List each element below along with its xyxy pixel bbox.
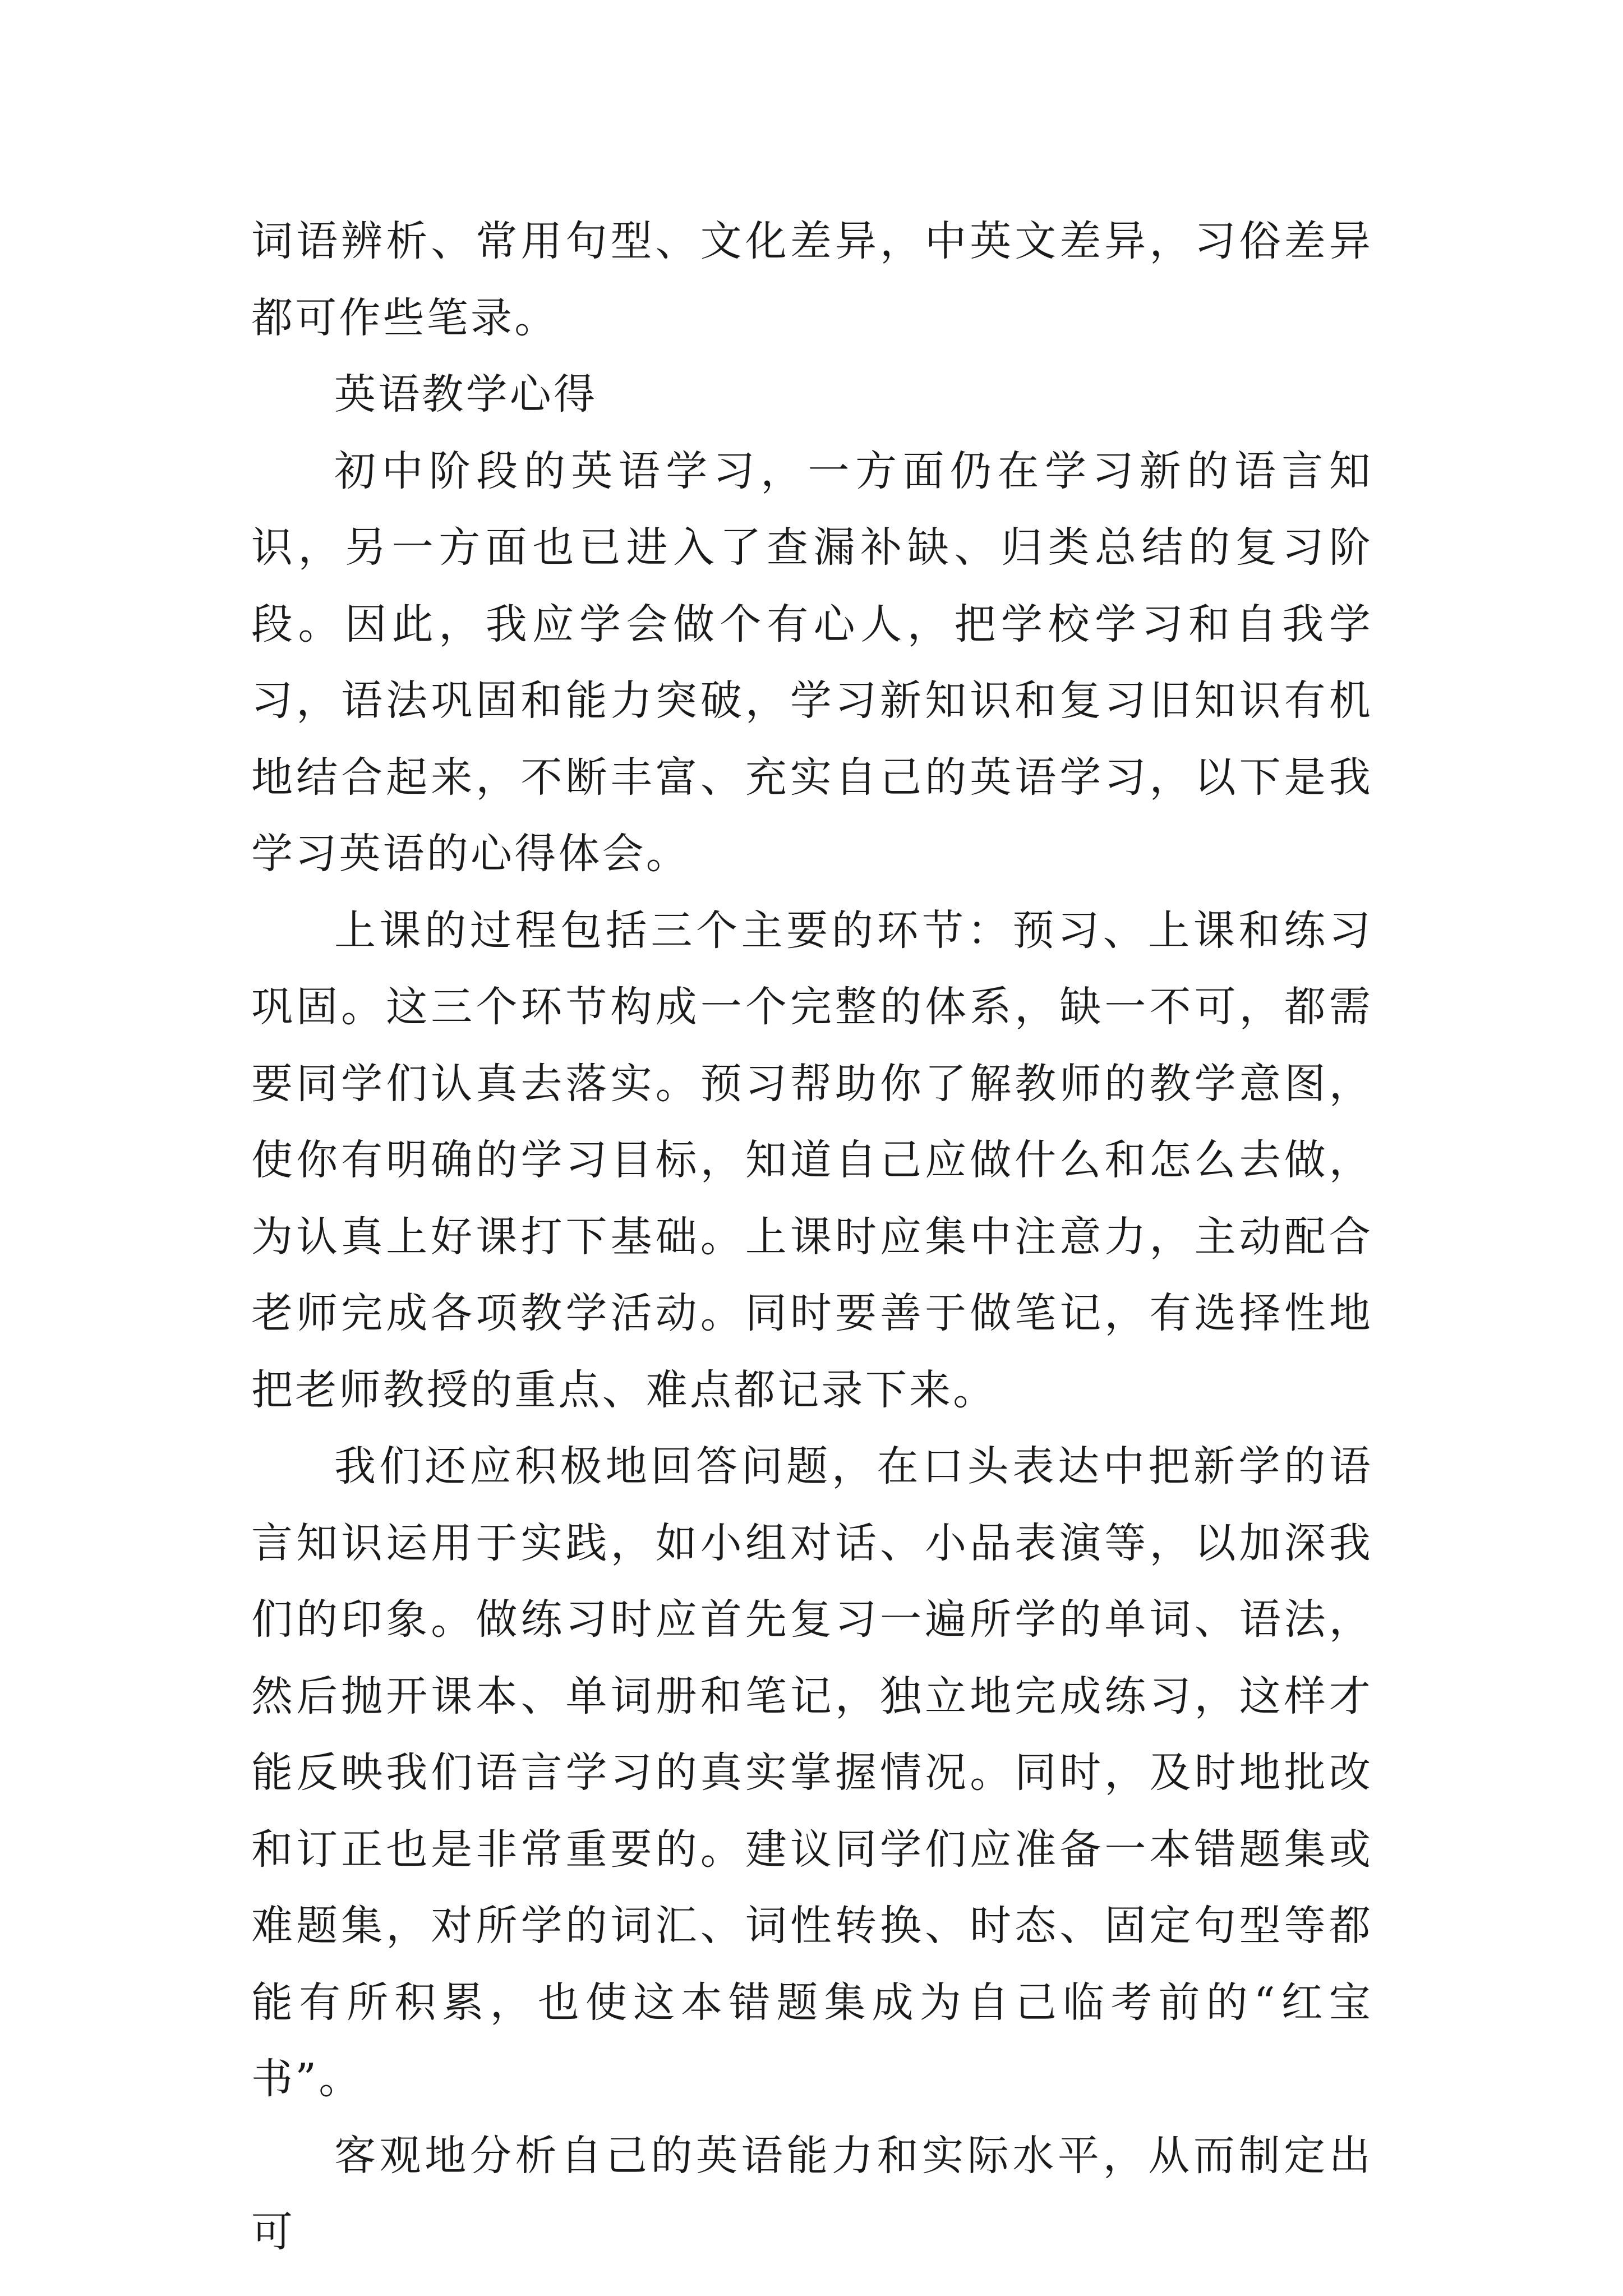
paragraph-self-analysis: 客观地分析自己的英语能力和实际水平，从而制定出可 xyxy=(251,2131,1373,2256)
paragraph-intro: 初中阶段的英语学习，一方面仍在学习新的语言知识，另一方面也已进入了查漏补缺、归类总结的复习阶段。因此，我应学会做个有心人，把学校学习和自我学习，语法巩固和能力突破，学习新知识和复习旧知识有机地结合起来，不断丰富、充实自己的英语学习，以下是我学习英语的心得体会。 xyxy=(251,447,1373,878)
section-heading: 英语教学心得 xyxy=(334,370,598,418)
paragraph-practice: 我们还应积极地回答问题，在口头表达中把新学的语言知识运用于实践，如小组对话、小品表演等，以加深我们的印象。做练习时应首先复习一遍所学的单词、语法，然后抛开课本、单词册和笔记，独立地完成练习，这样才能反映我们语言学习的真实掌握情况。同时，及时地批改和订正也是非常重要的。建议同学们应准备一本错题集或难题集，对所学的词汇、词性转换、时态、固定句型等都能有所积累，也使这本错题集成为自己临考前的“红宝书”。 xyxy=(251,1442,1373,2103)
paragraph-continuation: 词语辨析、常用句型、文化差异，中英文差异，习俗差异都可作些笔录。 xyxy=(251,217,1373,342)
paragraph-class-process: 上课的过程包括三个主要的环节：预习、上课和练习巩固。这三个环节构成一个完整的体系，缺一不可，都需要同学们认真去落实。预习帮助你了解教师的教学意图，使你有明确的学习目标，知道自己应做什么和怎么去做，为认真上好课打下基础。上课时应集中注意力，主动配合老师完成各项教学活动。同时要善于做笔记，有选择性地把老师教授的重点、难点都记录下来。 xyxy=(251,906,1373,1414)
document-body xyxy=(251,203,1373,2271)
